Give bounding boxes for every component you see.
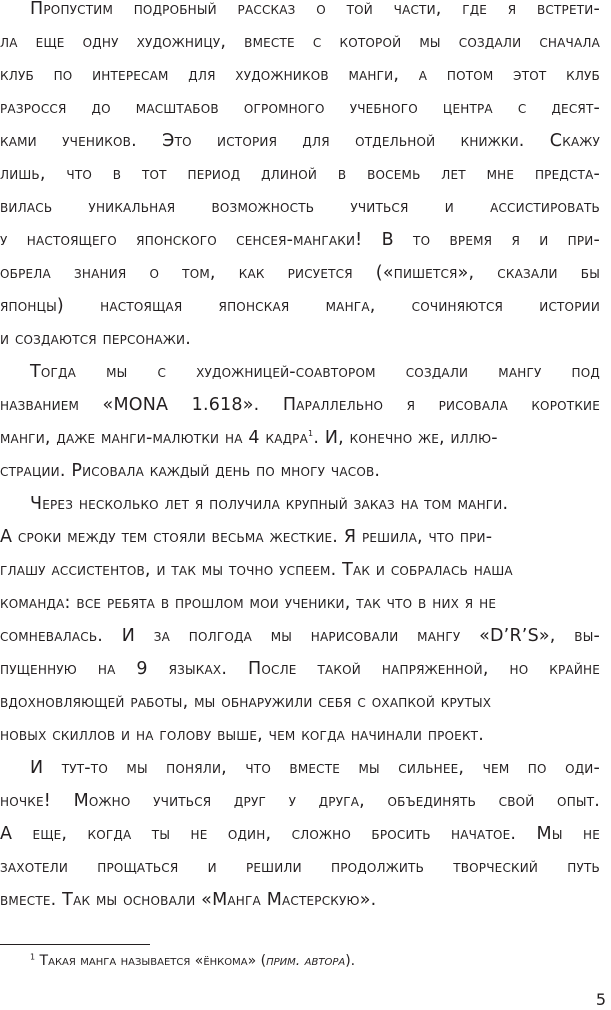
- footnote-divider: [0, 944, 150, 945]
- text-line: и создаются персонажи.: [0, 329, 191, 349]
- text-segment: . И, конечно же, иллю-: [313, 428, 498, 448]
- footnote: [30, 951, 600, 971]
- text-line: И тут-то мы поняли, что вместе мы сильнее, чем по оди-: [30, 758, 600, 778]
- text-line: Через несколько лет я получила крупный заказ на том манги.: [30, 494, 509, 514]
- text-line: разросся до масштабов огромного учебного центра с десят-: [0, 98, 600, 118]
- text-line: ла еще одну художницу, вместе с которой мы создали сначала: [0, 32, 600, 52]
- text-line: японцы) настоящая японская манга, сочиняются истории: [0, 296, 600, 316]
- text-line: сомневалась. И за полгода мы нарисовали мангу «D’R’S», вы-: [0, 626, 600, 646]
- footnote-marker: 1: [30, 952, 36, 962]
- text-line: глашу ассистентов, и так мы точно успеем. Так и собралась наша: [0, 560, 513, 580]
- text-line: Тогда мы с художницей-соавтором создали мангу под: [30, 362, 600, 382]
- text-line: ночке! Можно учиться друг у друга, объединять свой опыт.: [0, 791, 600, 811]
- text-line: вилась уникальная возможность учиться и ассистировать: [0, 197, 600, 217]
- footnote-text: Такая манга называется «ёнкома» (: [39, 953, 267, 969]
- footnote-reference: 1: [308, 429, 314, 439]
- text-line: захотели прощаться и решили продолжить творческий путь: [0, 857, 600, 877]
- text-line: новых скиллов и на голову выше, чем когда начинали проект.: [0, 725, 484, 745]
- text-line: вместе. Так мы основали «Манга Мастерскую».: [0, 890, 377, 910]
- text-line: страции. Рисовала каждый день по многу часов.: [0, 461, 381, 481]
- text-line-with-footnote-ref: [0, 422, 600, 455]
- footnote-tail: ).: [345, 953, 356, 969]
- page-number: 5: [595, 990, 606, 1009]
- text-segment: манги, даже манги-малютки на 4 кадра: [0, 428, 309, 448]
- text-line: Пропустим подробный рассказ о той части, где я встрети-: [30, 0, 600, 19]
- text-line: у настоящего японского сенсея-мангаки! В то время я и при-: [0, 230, 600, 250]
- text-line: А сроки между тем стояли весьма жесткие. Я решила, что при-: [0, 527, 493, 547]
- text-line: А еще, когда ты не один, сложно бросить начатое. Мы не: [0, 824, 600, 844]
- text-line: обрела знания о том, как рисуется («пишется», сказали бы: [0, 263, 600, 283]
- text-line: команда: все ребята в прошлом мои ученики, так что в них я не: [0, 593, 497, 613]
- text-line: клуб по интересам для художников манги, а потом этот клуб: [0, 65, 600, 85]
- text-line: вдохновляющей работы, мы обнаружили себя с охапкой крутых: [0, 692, 492, 712]
- footnote-author-note: прим. автора: [266, 953, 346, 969]
- text-line: пущенную на 9 языках. После такой напряженной, но крайне: [0, 659, 600, 679]
- text-line: ками учеников. Это история для отдельной книжки. Скажу: [0, 131, 600, 151]
- text-line: лишь, что в тот период длиной в восемь лет мне предста-: [0, 164, 600, 184]
- text-line: названием «MONA 1.618». Параллельно я рисовала короткие: [0, 395, 600, 415]
